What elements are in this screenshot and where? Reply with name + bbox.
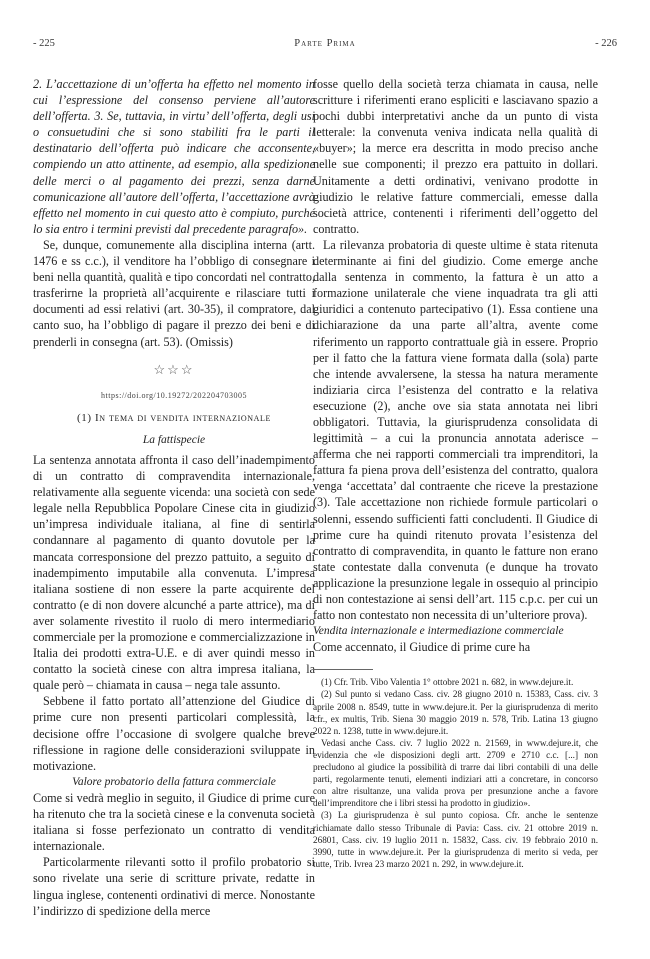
footnotes-divider [313,669,373,670]
running-title: Parte Prima [294,38,356,49]
page-header [33,38,617,54]
section-title: (1) In tema di vendita internazionale [77,411,271,424]
paragraph: Come accennato, il Giudice di prime cure ha [313,640,531,655]
paragraph: Se, dunque, comunemente alla disciplina interna (artt. 1476 e ss c.c.), il venditore ha l’obbligo di consegnare i beni nella quantità, qualità e tipo concordati nel contratto, trasferirne la proprietà all’acquirente e rilasciare tutti i documenti ad essi relativi (art. 30-35), il compratore, dal canto suo, ha l’obbligo di pagare il prezzo dei beni e di prenderli in consegna (art. 53). (Omissis) [33,237,315,349]
paragraph: Particolarmente rilevanti sotto il profilo probatorio si sono rivelate una serie di scritture private, redatte in lingua inglese, contenenti ordinativi di merce. Nonostante l’indirizzo di spedizione della merce [33,855,315,918]
subsection-heading: Valore probatorio della fattura commerciale [72,775,276,788]
doi-link[interactable]: https://doi.org/10.19272/202204703005 [101,390,247,400]
paragraph: Come si vedrà meglio in seguito, il Giudice di prime cure ha ritenuto che tra la società cinese e la convenuta società italiana si fosse perfezionato un contratto di vendita internazionale. [33,790,315,854]
footnotes [313,676,598,870]
page-number-left: - 225 [33,38,55,49]
subsection-title: La fattispecie [142,433,206,446]
right-column [313,76,598,870]
subsection-heading: Vendita internazionale e intermediazione commerciale [313,625,564,638]
paragraph: La sentenza annotata affronta il caso dell’inadempimento di un contratto di compravendita internazionale, relativamente alla seguente vicenda: una società con sede legale nella Repubblica Popolare Cinese cita in giudizio un’impresa individuale italiana, al fine di sentirla condannare al pagamento di quanto dovutole per la mancata corresponsione del prezzo pattuito, a seguito di inadempimento imputabile alla convenuta. L’impresa italiana sostiene di non essere la parte acquirente del contratto (e di non dovere alcunché a parte attrice), ma di aver solamente rivestito il ruolo di mero intermediario commerciale per la promozione e commercializzazione in Italia dei prodotti extra-U.E. e di aver quindi messo in contatto la società cinese con altra impresa italiana, la quale però – chiamata in causa – nega tale assunto. [33,452,315,693]
footnote: (1) Cfr. Trib. Vibo Valentia 1° ottobre 2021 n. 682, in www.dejure.it. [321,677,574,688]
quoted-article: 2. L’accettazione di un’offerta ha effetto nel momento in cui l’espressione del consenso perviene all’autore dell’offerta. 3. Se, tuttavia, in virtu’ dell’offerta, degli usi o consuetudini che si sono stabiliti fra le parti il destinatario dell’offerta può indicare che acconsente, compiendo un atto attinente, ad esempio, alla spedizione delle merci o al pagamento dei prezzi, senza darne comunicazione all’autore dell’offerta, l’accettazione avrà effetto nel momento in cui questo atto è compiuto, purché lo sia entro i termini previsti dal precedente paragrafo». [33,77,315,236]
footnote: (2) Sul punto si vedano Cass. civ. 28 giugno 2010 n. 15383, Cass. civ. 3 aprile 2008 n. 8549, tutte in www.dejure.it. Per la giurisprudenza di merito cfr., ex multis, Trib. Siena 30 maggio 2019 n. 578, Trib. Latina 13 giugno 2022 n. 1238, tutte in www.dejure.it. [313,689,598,736]
paragraph: Sebbene il fatto portato all’attenzione del Giudice di prime cure non presenti particolari complessità, la decisione offre l’occasione di svolgere qualche breve riflessione in ragione delle considerazioni sviluppate in motivazione. [33,694,315,773]
paragraph: fosse quello della società terza chiamata in causa, nelle scritture i riferimenti erano espliciti e lasciavano spazio a pochi dubbi interpretativi anche da un punto di vista letterale: la convenuta veniva indicata nella qualità di «buyer»; la merce era descritta in modo preciso anche nelle sue componenti; il prezzo era pattuito in dollari. Unitamente a detti ordinativi, venivano prodotte in giudizio le relative fatture commerciali, emesse dalla società attrice, contenenti i riferimenti dell’oggetto del contratto. [313,77,598,236]
footnote: (3) La giurisprudenza è sul punto copiosa. Cfr. anche le sentenze richiamate dallo stesso Tribunale di Pavia: Cass. civ. 21 ottobre 2019 n. 26801, Cass. civ. 19 luglio 2011 n. 15832, Cass. civ. 19 febbraio 2010 n. 3990, tutte in www.dejure.it. Per la giurisprudenza di merito si veda, per tutte, Trib. Ivrea 23 marzo 2021 n. 292, in www.dejure.it. [313,810,598,869]
page-number-right: - 226 [595,38,617,49]
section-separator-stars: ☆☆☆ [153,361,195,377]
paragraph: La rilevanza probatoria di queste ultime è stata ritenuta determinante ai fini del giudizio. Come emerge anche dalla sentenza in commento, la fattura è un atto a formazione unilaterale che viene inquadrata tra gli atti giuridici a contenuto partecipativo (1). Essa contiene una dichiarazione da una parte all’altra, avente come riferimento un rapporto contrattuale già in essere. Proprio per il fatto che la fattura viene formata dalla (sola) parte che intende avvalersene, la stessa ha natura meramente indiziaria circa l’esistenza del contratto e la relativa esecuzione (2), anche ove sia stata annotata nei libri obbligatori. Tuttavia, la giurisprudenza consolidata di legittimità – a cui la pronuncia annotata aderisce – afferma che nei rapporti commerciali tra imprenditori, la fattura fa piena prova dell’esistenza del contratto, qualora venga ‘accettata’ dal contraente che riceve la prestazione (3). Tale accettazione non richiede formule particolari o solenni, essendo sufficienti fatti concludenti. Il Giudice di prime cure ha quindi ritenuto provata l’esistenza del contratto di compravendita, in quanto le fatture non erano state contestate dalla convenuta (e dunque ha trovato applicazione la presunzione legale in ossequio al principio di non contestazione ai sensi dell’art. 115 c.p.c. per cui un fatto non contestato non necessita di un’ulteriore prova). [313,237,598,623]
left-column [33,76,315,919]
footnote: Vedasi anche Cass. civ. 7 luglio 2022 n. 21569, in www.dejure.it, che evidenzia che «le disposizioni degli artt. 2709 e 2710 c.c. [...] non precludono al giudice la possibilità di trarre dai libri contabili di una delle parti, regolarmente tenuti, elementi indiziari atti a concretare, in concorso con altre risultanze, una valida prova per presunzione anche a favore dell’imprenditore che i libri stessi ha prodotto in giudizio». [313,737,598,809]
